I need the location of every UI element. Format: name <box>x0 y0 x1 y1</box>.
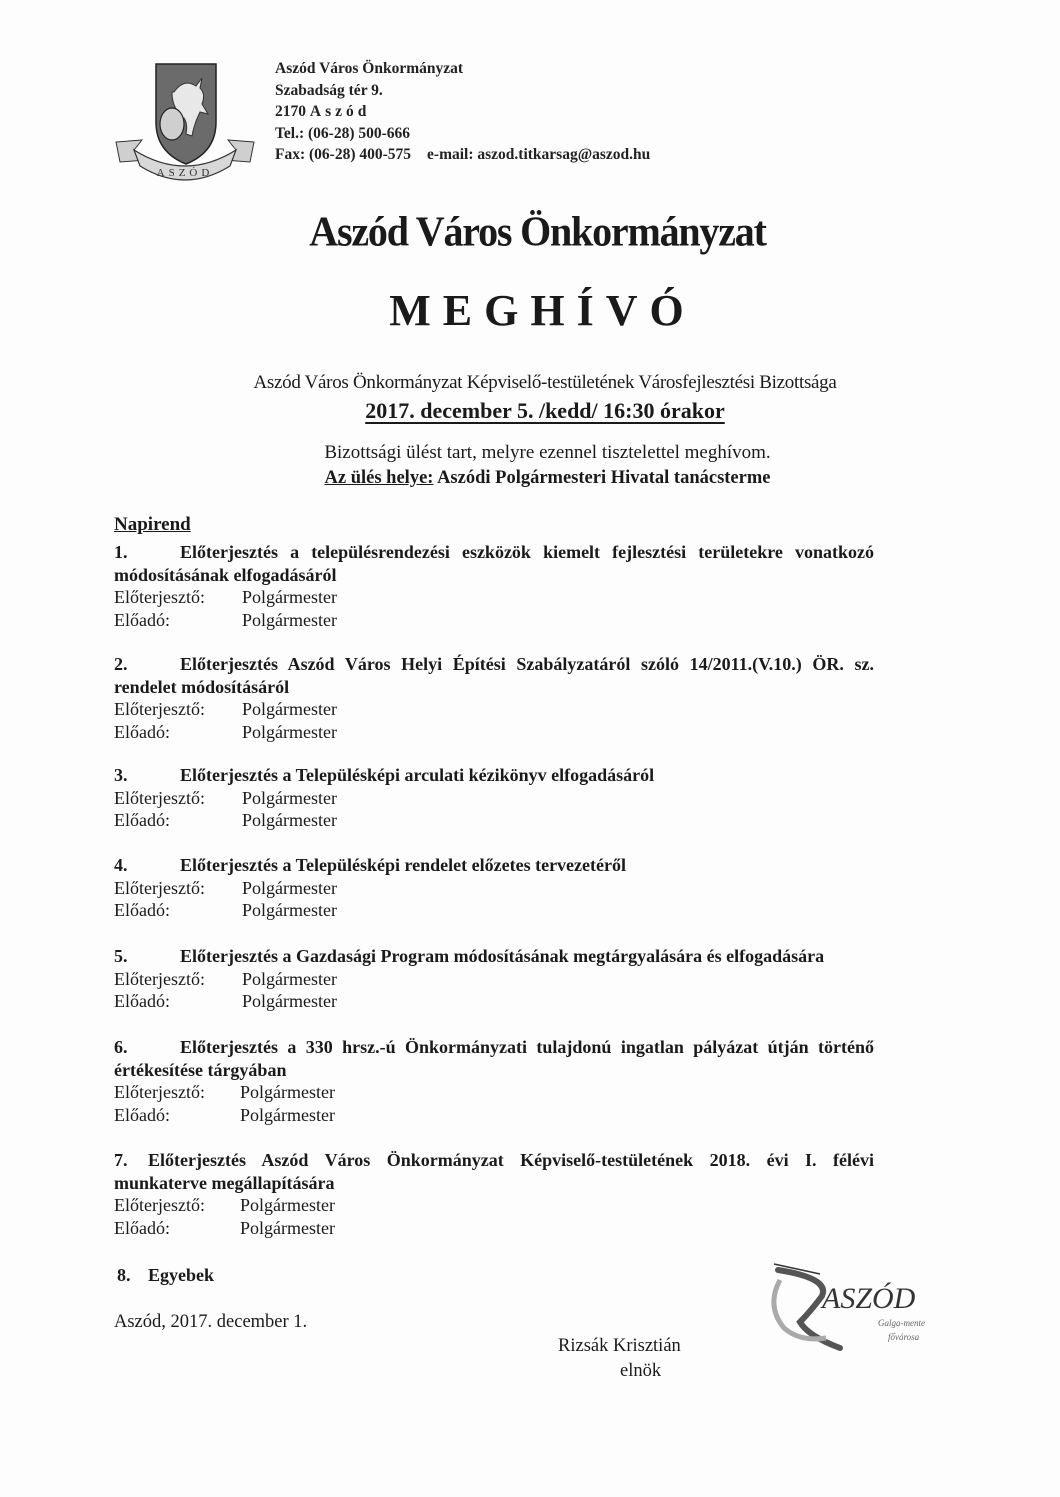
proposer-label: Előterjesztő: <box>114 787 205 808</box>
presenter-label: Előadó: <box>114 609 170 630</box>
agenda-item-number: 1. <box>114 542 128 562</box>
signer-role: elnök <box>620 1361 662 1381</box>
invitation-intro: Bizottsági ülést tart, melyre ezennel tisztelettel meghívom. <box>324 442 771 463</box>
agenda-item-proposer <box>114 968 874 991</box>
presenter-value: Polgármester <box>242 810 337 830</box>
presenter-label: Előadó: <box>114 810 170 830</box>
coat-of-arms-icon <box>112 62 258 187</box>
agenda-item-proposer <box>114 877 874 900</box>
meeting-venue <box>0 468 1060 489</box>
agenda-item-presenter <box>114 899 874 922</box>
letterhead-org: Aszód Város Önkormányzat <box>275 60 464 77</box>
place-and-date: Aszód, 2017. december 1. <box>114 1312 308 1332</box>
agenda-item-text: Előterjesztés a Településképi rendelet előzetes tervezetéről <box>180 855 627 875</box>
org-title: Aszód Város Önkormányzat <box>309 207 766 256</box>
agenda-item-title <box>114 854 874 877</box>
presenter-label: Előadó: <box>114 900 170 920</box>
proposer-label: Előterjesztő: <box>114 968 205 989</box>
agenda-item-number: 8. <box>117 1265 131 1285</box>
agenda-item-presenter <box>114 990 874 1013</box>
presenter-value: Polgármester <box>242 721 337 742</box>
proposer-value: Polgármester <box>242 877 337 898</box>
letterhead-city <box>275 101 650 123</box>
agenda-item-title <box>114 764 874 787</box>
svg-text:ASZÓD: ASZÓD <box>156 167 214 179</box>
agenda-item <box>114 653 874 743</box>
postcode: 2170 <box>275 103 306 120</box>
proposer-label: Előterjesztő: <box>114 1195 205 1215</box>
agenda-item-other <box>117 1265 214 1286</box>
agenda-item-text: Előterjesztés a településrendezési eszközök kiemelt fejlesztési területekre vonatkozó módosításának elfogadásáról <box>114 542 874 585</box>
proposer-label: Előterjesztő: <box>114 699 205 719</box>
agenda-item-text: Egyebek <box>148 1265 215 1285</box>
agenda-item-text: Előterjesztés Aszód Város Helyi Építési Szabályzatáról szóló 14/2011.(V.10.) ÖR. sz. rendelet módosításáról <box>114 654 874 697</box>
agenda-item <box>114 1149 874 1239</box>
agenda-item-presenter <box>114 1104 874 1127</box>
proposer-label: Előterjesztő: <box>114 587 205 607</box>
agenda-item-number: 2. <box>114 654 128 674</box>
agenda-item-text: Előterjesztés a Településképi arculati kézikönyv elfogadásáról <box>180 765 655 785</box>
agenda-item-proposer <box>114 787 874 810</box>
proposer-value: Polgármester <box>242 787 337 808</box>
agenda-item-proposer <box>114 1081 874 1104</box>
letterhead-fax-email <box>275 144 650 166</box>
presenter-value: Polgármester <box>242 609 337 630</box>
presenter-value: Polgármester <box>240 1104 335 1125</box>
agenda-item-title <box>114 541 874 586</box>
proposer-label: Előterjesztő: <box>114 877 205 898</box>
agenda-item-text: Előterjesztés a Gazdasági Program módosításának megtárgyalására és elfogadására <box>180 946 825 966</box>
proposer-value: Polgármester <box>242 699 337 719</box>
proposer-value: Polgármester <box>240 1082 335 1102</box>
letterhead-address: Szabadság tér 9. <box>275 81 383 99</box>
agenda-item-presenter <box>114 1217 874 1240</box>
agenda-item-text: Előterjesztés a 330 hrsz.-ú Önkormányzati tulajdonú ingatlan pályázat útján történő értékesítése tárgyában <box>114 1037 874 1080</box>
svg-text:fővárosa: fővárosa <box>888 1332 920 1342</box>
svg-text:ASZÓD: ASZÓD <box>822 1282 916 1315</box>
agenda-item-title <box>114 945 874 968</box>
agenda-heading: Napirend <box>114 514 191 535</box>
fax: Fax: (06-28) 400-575 <box>275 146 412 163</box>
presenter-value: Polgármester <box>242 991 337 1011</box>
signer-name: Rizsák Krisztián <box>558 1336 681 1356</box>
agenda-item-number: 3. <box>114 765 128 785</box>
committee-name: Aszód Város Önkormányzat Képviselő-testületének Városfejlesztési Bizottsága <box>253 372 837 393</box>
agenda-item-proposer <box>114 586 874 609</box>
letterhead <box>275 58 650 166</box>
presenter-label: Előadó: <box>114 1104 170 1125</box>
agenda-item <box>114 945 874 1013</box>
letterhead-tel: Tel.: (06-28) 500-666 <box>275 124 411 142</box>
agenda-item-title <box>114 1036 874 1081</box>
agenda-item-proposer <box>114 698 874 721</box>
venue-value: Aszódi Polgármesteri Hivatal tanácsterme <box>437 468 771 488</box>
agenda-item-number: 6. <box>114 1037 128 1057</box>
agenda-item-title <box>114 1149 874 1194</box>
agenda-item-title <box>114 653 874 698</box>
agenda-item-number: 5. <box>114 946 128 966</box>
presenter-label: Előadó: <box>114 991 170 1011</box>
agenda-item-text: Előterjesztés Aszód Város Önkormányzat Képviselő-testületének 2018. évi I. félévi munkaterve megállapítására <box>114 1150 874 1193</box>
presenter-value: Polgármester <box>240 1217 335 1238</box>
agenda-item-presenter <box>114 609 874 632</box>
agenda-item-presenter <box>114 809 874 832</box>
agenda-item <box>114 541 874 631</box>
agenda-item <box>114 764 874 832</box>
meeting-datetime <box>0 398 1060 424</box>
proposer-value: Polgármester <box>242 587 337 607</box>
presenter-label: Előadó: <box>114 1217 170 1238</box>
presenter-label: Előadó: <box>114 721 170 742</box>
agenda-item-number: 7. <box>114 1150 128 1170</box>
agenda-item-presenter <box>114 721 874 744</box>
meeting-datetime-text: 2017. december 5. /kedd/ 16:30 órakor <box>365 398 725 423</box>
venue-label: Az ülés helye: <box>324 468 434 488</box>
proposer-label: Előterjesztő: <box>114 1082 205 1102</box>
agenda-item-proposer <box>114 1194 874 1217</box>
email-link[interactable]: e-mail: aszod.titkarsag@aszod.hu <box>427 146 651 163</box>
proposer-value: Polgármester <box>242 968 337 989</box>
agenda-item <box>114 1036 874 1126</box>
aszod-logo-icon <box>760 1256 940 1356</box>
presenter-value: Polgármester <box>242 900 337 920</box>
svg-text:Galga-mente: Galga-mente <box>878 1318 925 1328</box>
agenda-item-number: 4. <box>114 855 128 875</box>
proposer-value: Polgármester <box>240 1195 335 1215</box>
document-title: MEGHÍVÓ <box>389 286 696 335</box>
city: Aszód <box>309 103 371 120</box>
agenda-item <box>114 854 874 922</box>
